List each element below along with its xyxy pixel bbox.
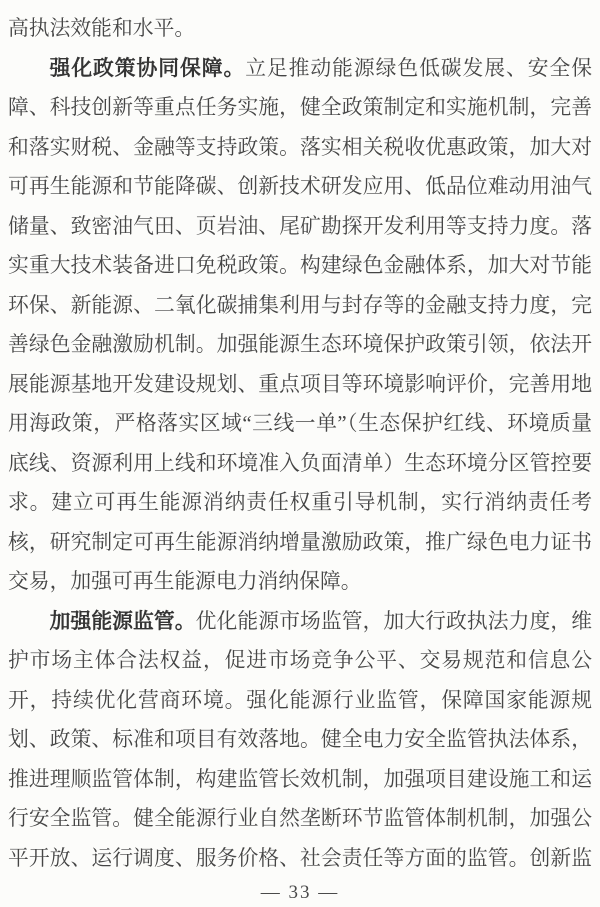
text-line bbox=[8, 641, 592, 681]
text-line bbox=[8, 523, 592, 563]
text-segment: 底线、资源利用上线和环境准入负面清单）生态环境分区管控要 bbox=[8, 451, 592, 475]
text-segment: 高执法效能和水平。 bbox=[8, 17, 196, 40]
text-segment: 展能源基地开发建设规划、重点项目等环境影响评价，完善用地 bbox=[8, 372, 592, 396]
text-segment: 核，研究制定可再生能源消纳增量激励政策，推广绿色电力证书 bbox=[8, 530, 592, 554]
text-segment: 开，持续优化营商环境。强化能源行业监管，保障国家能源规 bbox=[8, 688, 592, 712]
text-segment: 环保、新能源、二氧化碳捕集利用与封存等的金融支持力度，完 bbox=[8, 293, 592, 317]
text-segment: 交易，加强可再生能源电力消纳保障。 bbox=[8, 570, 362, 593]
page-number: — 33 — bbox=[260, 882, 340, 903]
text-segment: 实重大技术装备进口免税政策。构建绿色金融体系，加大对节能 bbox=[8, 254, 592, 277]
text-line bbox=[8, 207, 592, 247]
text-line bbox=[8, 839, 592, 879]
text-line bbox=[8, 799, 592, 839]
text-segment: 用海政策，严格落实区域“三线一单”（生态保护红线、环境质量 bbox=[8, 412, 592, 435]
text-line bbox=[8, 681, 592, 721]
text-line bbox=[8, 128, 592, 168]
text-segment: 障、科技创新等重点任务实施，健全政策制定和实施机制，完善 bbox=[8, 96, 592, 119]
text-line bbox=[8, 286, 592, 326]
text-line bbox=[8, 9, 592, 49]
text-line bbox=[8, 404, 592, 444]
text-segment: 和落实财税、金融等支持政策。落实相关税收优惠政策，加大对 bbox=[8, 135, 592, 159]
text-line bbox=[8, 720, 592, 760]
text-segment: 平开放、运行调度、服务价格、社会责任等方面的监管。创新监 bbox=[8, 846, 592, 870]
text-line bbox=[8, 88, 592, 128]
text-line bbox=[8, 444, 592, 484]
text-segment: 可再生能源和节能降碳、创新技术研发应用、低品位难动用油气 bbox=[8, 175, 592, 198]
text-line bbox=[8, 246, 592, 286]
text-line bbox=[8, 167, 592, 207]
text-line bbox=[8, 562, 592, 602]
text-segment: 行安全监管。健全能源行业自然垄断环节监管体制机制，加强公 bbox=[8, 807, 592, 830]
text-segment: 求。建立可再生能源消纳责任权重引导机制，实行消纳责任考 bbox=[8, 491, 592, 514]
text-line bbox=[8, 760, 592, 800]
text-line bbox=[8, 49, 592, 89]
text-segment: 护市场主体合法权益，促进市场竞争公平、交易规范和信息公 bbox=[8, 649, 592, 672]
text-line bbox=[8, 602, 592, 642]
text-line bbox=[8, 365, 592, 405]
text-segment: 储量、致密油气田、页岩油、尾矿勘探开发利用等支持力度。落 bbox=[8, 214, 592, 238]
text-segment: 善绿色金融激励机制。加强能源生态环境保护政策引领，依法开 bbox=[8, 333, 592, 356]
text-line bbox=[8, 325, 592, 365]
text-segment: 立足推动能源绿色低碳发展、安全保 bbox=[245, 56, 592, 80]
text-block bbox=[8, 9, 592, 878]
text-segment: 优化能源市场监管，加大行政执法力度，维 bbox=[195, 609, 592, 633]
text-segment: 划、政策、标准和项目有效落地。健全电力安全监管执法体系， bbox=[8, 728, 592, 751]
text-segment: 推进理顺监管体制，构建监管长效机制，加强项目建设施工和运 bbox=[8, 767, 592, 791]
text-line bbox=[8, 483, 592, 523]
paragraph-lead-in: 强化政策协同保障。 bbox=[49, 56, 246, 80]
paragraph-lead-in: 加强能源监管。 bbox=[49, 609, 196, 633]
